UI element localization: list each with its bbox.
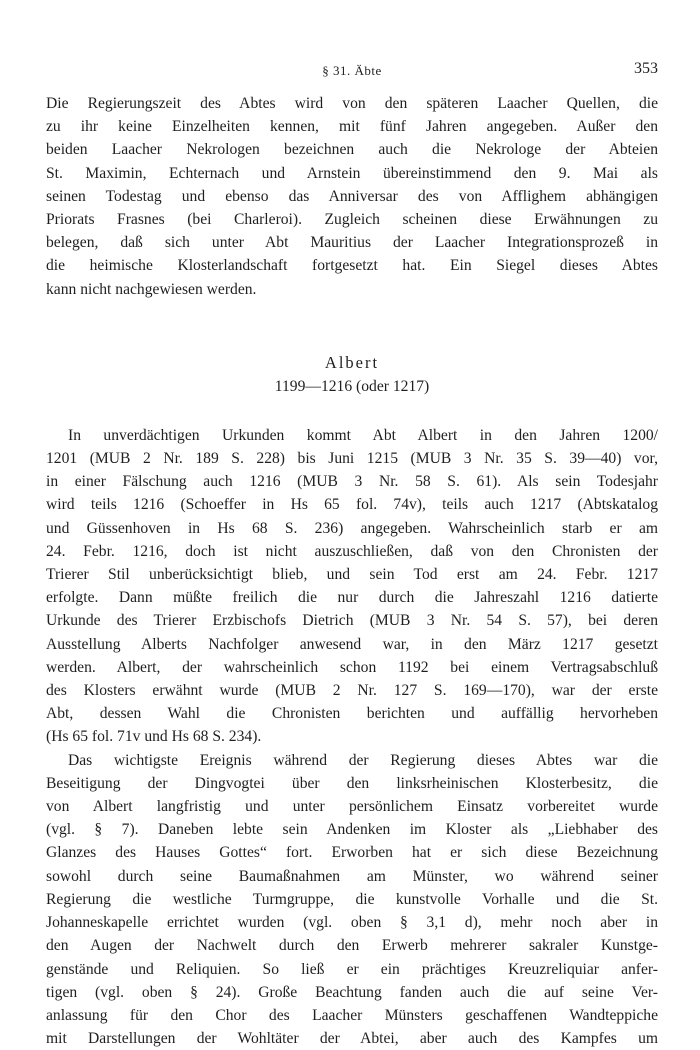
text-line: Beseitigung der Dingvogtei über den linksrheinischen Klosterbesitz, die — [46, 774, 658, 792]
text-line: in einer Fälschung auch 1216 (MUB 3 Nr. 58 S. 61). Als sein Todesjahr — [46, 473, 658, 491]
text-line: Ausstellung Alberts Nachfolger anwesend war, in den März 1217 gesetzt — [46, 635, 658, 653]
book-page — [46, 60, 658, 1050]
abbot-name: Albert — [324, 352, 380, 372]
text-line: Regierung die westliche Turmgruppe, die kunstvolle Vorhalle und die St. — [46, 890, 658, 908]
text-line: St. Maximin, Echternach und Arnstein übereinstimmend den 9. Mai als — [46, 164, 658, 182]
body-paragraph-2 — [46, 749, 658, 1050]
text-line: Glanzes des Hauses Gottes“ fort. Erworben hat er sich diese Bezeichnung — [46, 844, 658, 862]
text-line: Priorats Frasnes (bei Charleroi). Zugleich scheinen diese Erwähnungen zu — [46, 211, 658, 229]
text-line: Das wichtigste Ereignis während der Regierung dieses Abtes war die — [68, 751, 658, 769]
body-paragraph-1 — [46, 424, 658, 749]
text-line: werden. Albert, der wahrscheinlich schon 1192 bei einem Vertragsabschluß — [46, 658, 658, 676]
text-line: Abt, dessen Wahl die Chronisten berichten und auffällig hervorheben — [46, 705, 658, 723]
text-line: tigen (vgl. oben § 24). Große Beachtung fanden auch die auf seine Ver- — [46, 983, 658, 1001]
text-line: (vgl. § 7). Daneben lebte sein Andenken im Kloster als „Liebhaber des — [46, 821, 658, 839]
text-line: mit Darstellungen der Wohltäter der Abtei, aber auch des Kampfes um — [46, 1030, 658, 1048]
text-line: genstände und Reliquien. So ließ er ein prächtiges Kreuzreliquiar anfer- — [46, 960, 658, 978]
text-line: 1201 (MUB 2 Nr. 189 S. 228) bis Juni 1215 (MUB 3 Nr. 35 S. 39—40) vor, — [46, 450, 658, 468]
text-line: und Güssenhoven in Hs 68 S. 236) angegeben. Wahrscheinlich starb er am — [46, 519, 658, 537]
running-head — [46, 60, 658, 84]
text-line: Urkunde des Trierer Erzbischofs Dietrich (MUB 3 Nr. 54 S. 57), bei deren — [46, 612, 658, 630]
text-line: zu ihr keine Einzelheiten kennen, mit fünf Jahren angegeben. Außer den — [46, 118, 658, 136]
text-line: den Augen der Nachwelt durch den Erwerb mehrerer sakraler Kunstge- — [46, 937, 658, 955]
text-line: belegen, daß sich unter Abt Mauritius der Laacher Integrationsprozeß in — [46, 234, 658, 252]
text-line: erfolgte. Dann müßte freilich die nur durch die Jahreszahl 1216 datierte — [46, 589, 658, 607]
text-line: beiden Laacher Nekrologen bezeichnen auch die Nekrologe der Abteien — [46, 141, 658, 159]
text-line: die heimische Klosterlandschaft fortgesetzt hat. Ein Siegel dieses Abtes — [46, 257, 658, 275]
text-line: von Albert langfristig und unter persönlichem Einsatz vorbereitet wurde — [46, 798, 658, 816]
intro-paragraph — [46, 92, 658, 301]
text-line: 24. Febr. 1216, doch ist nicht auszuschließen, daß von den Chronisten der — [46, 542, 658, 560]
text-line: anlassung für den Chor des Laacher Münsters geschaffenen Wandteppiche — [46, 1006, 658, 1024]
text-line: In unverdächtigen Urkunden kommt Abt Albert in den Jahren 1200/ — [68, 426, 658, 444]
text-line: seinen Todestag und ebenso das Anniversar des von Afflighem abhängigen — [46, 187, 658, 205]
text-line: wird teils 1216 (Schoeffer in Hs 65 fol. 74v), teils auch 1217 (Abtskatalog — [46, 496, 658, 514]
page-number: 353 — [634, 60, 658, 77]
abbot-heading — [46, 351, 658, 398]
running-head-section: § 31. Äbte — [322, 63, 382, 78]
text-line: des Klosters erwähnt wurde (MUB 2 Nr. 127 S. 169—170), war der erste — [46, 682, 658, 700]
text-line: Johanneskapelle errichtet wurden (vgl. oben § 3,1 d), mehr noch aber in — [46, 914, 658, 932]
text-line: kann nicht nachgewiesen werden. — [46, 280, 257, 298]
text-line: Trierer Stil unberücksichtigt blieb, und sein Tod erst am 24. Febr. 1217 — [46, 566, 658, 584]
abbot-dates: 1199—1216 (oder 1217) — [274, 377, 430, 395]
text-line: sowohl durch seine Baumaßnahmen am Münster, wo während seiner — [46, 867, 658, 885]
text-line: (Hs 65 fol. 71v und Hs 68 S. 234). — [46, 728, 262, 746]
text-line: Die Regierungszeit des Abtes wird von den späteren Laacher Quellen, die — [46, 95, 658, 112]
